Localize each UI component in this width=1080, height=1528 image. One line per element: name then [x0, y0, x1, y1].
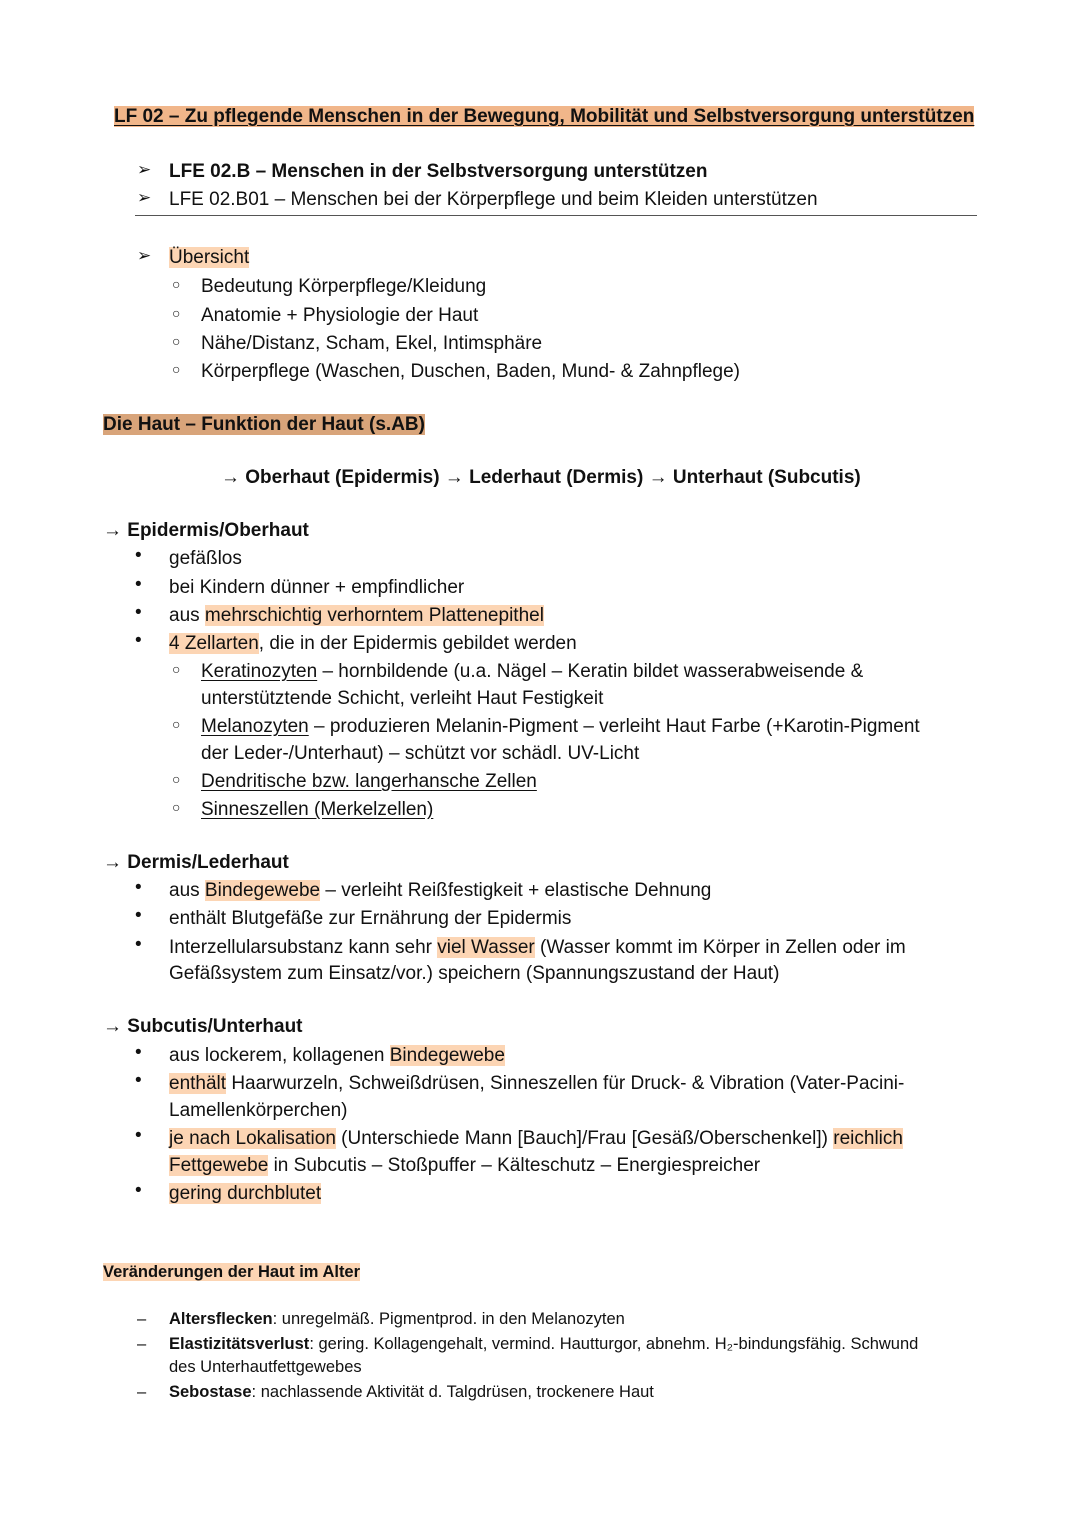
epidermis-point: [169, 630, 577, 657]
text-segment: : nachlassende Aktivität d. Talgdrüsen, trockenere Haut: [251, 1383, 654, 1401]
overview-item: Anatomie + Physiologie der Haut: [201, 305, 479, 326]
aging-item: [169, 1333, 918, 1356]
highlighted-term: viel Wasser: [437, 937, 535, 958]
subcutis-point: [169, 1125, 903, 1152]
arrow-bullet-icon: ➢: [137, 246, 152, 265]
epidermis-point: gefäßlos: [169, 548, 242, 569]
arrow-bullet-icon: ➢: [137, 160, 152, 179]
bullet-icon: •: [135, 1070, 142, 1091]
bullet-icon: •: [135, 1125, 142, 1146]
dermis-point: enthält Blutgefäße zur Ernährung der Epidermis: [169, 908, 572, 929]
text-segment: : unregelmäß. Pigmentprod. in den Melanozyten: [272, 1310, 625, 1328]
highlighted-term: je nach Lokalisation: [169, 1128, 336, 1149]
circle-bullet-icon: ○: [172, 799, 181, 815]
bold-term: Elastizitätsverlust: [169, 1335, 310, 1353]
dermis-point: [169, 877, 711, 904]
section-heading-aging: [103, 1261, 360, 1284]
section-heading-skin-text: Die Haut – Funktion der Haut (s.AB): [103, 414, 425, 435]
overview-heading: [169, 244, 249, 271]
bullet-icon: •: [135, 877, 142, 898]
dermis-heading: → Dermis/Lederhaut: [103, 852, 289, 873]
underlined-term: Keratinozyten: [201, 661, 318, 682]
cell-type-item-continuation: der Leder-/Unterhaut) – schützt vor schädl. UV-Licht: [201, 743, 640, 764]
dash-bullet-icon: –: [137, 1335, 147, 1353]
text-segment: in Subcutis – Stoßpuffer – Kälteschutz – Energiespreicher: [268, 1155, 761, 1176]
text-segment: – verleiht Reißfestigkeit + elastische Dehnung: [320, 880, 712, 901]
text-segment: Haarwurzeln, Schweißdrüsen, Sinneszellen für Druck- & Vibration (Vater-Pacini-: [226, 1073, 905, 1094]
cell-type-item: Dendritische bzw. langerhansche Zellen: [201, 771, 537, 792]
text-segment: – produzieren Melanin-Pigment – verleiht Haut Farbe (+Karotin-Pigment: [308, 716, 920, 737]
page-title: [114, 103, 974, 130]
epidermis-heading: → Epidermis/Oberhaut: [103, 520, 309, 541]
bullet-icon: •: [135, 1180, 142, 1201]
highlighted-term: Bindegewebe: [389, 1045, 505, 1066]
aging-item-continuation: des Unterhautfettgewebes: [169, 1358, 362, 1376]
overview-item: Nähe/Distanz, Scham, Ekel, Intimsphäre: [201, 333, 543, 354]
circle-bullet-icon: ○: [172, 716, 181, 732]
bold-term: Sebostase: [169, 1383, 252, 1401]
section-heading-skin: [103, 411, 425, 438]
overview-item: Bedeutung Körperpflege/Kleidung: [201, 276, 487, 297]
subcutis-point: [169, 1042, 505, 1069]
underlined-term: Melanozyten: [201, 716, 309, 737]
highlighted-term: reichlich: [833, 1128, 903, 1149]
dermis-point: [169, 934, 906, 961]
text-segment: aus: [169, 880, 205, 901]
dermis-point-continuation: Gefäßsystem zum Einsatz/vor.) speichern (Spannungszustand der Haut): [169, 963, 780, 984]
learning-unit-title: LFE 02.B – Menschen in der Selbstversorgung unterstützen: [169, 161, 708, 182]
cell-type-item: Sinneszellen (Merkelzellen): [201, 799, 434, 820]
bullet-icon: •: [135, 934, 142, 955]
text-segment: : gering. Kollagengehalt, vermind. Hautturgor, abnehm. H₂-bindungsfähig. Schwund: [309, 1335, 919, 1353]
epidermis-point: bei Kindern dünner + empfindlicher: [169, 577, 465, 598]
circle-bullet-icon: ○: [172, 361, 181, 377]
dash-bullet-icon: –: [137, 1383, 147, 1401]
learning-subunit-title: LFE 02.B01 – Menschen bei der Körperpflege und beim Kleiden unterstützen: [169, 189, 818, 210]
circle-bullet-icon: ○: [172, 661, 181, 677]
text-segment: aus: [169, 605, 205, 626]
cell-type-item-continuation: unterstütztende Schicht, verleiht Haut Festigkeit: [201, 688, 604, 709]
bullet-icon: •: [135, 602, 142, 623]
highlighted-term: Fettgewebe: [169, 1155, 269, 1176]
circle-bullet-icon: ○: [172, 333, 181, 349]
cell-type-item: [201, 713, 920, 740]
bullet-icon: •: [135, 630, 142, 651]
overview-heading-text: Übersicht: [169, 247, 250, 268]
bullet-icon: •: [135, 574, 142, 595]
bullet-icon: •: [135, 545, 142, 566]
text-segment: , die in der Epidermis gebildet werden: [258, 633, 577, 654]
subcutis-heading: → Subcutis/Unterhaut: [103, 1016, 303, 1037]
dash-bullet-icon: –: [137, 1310, 147, 1328]
aging-item: [169, 1381, 654, 1404]
arrow-bullet-icon: ➢: [137, 188, 152, 207]
text-segment: (Wasser kommt im Körper in Zellen oder im: [534, 937, 906, 958]
highlighted-term: enthält: [169, 1073, 227, 1094]
subcutis-point: [169, 1070, 904, 1097]
highlighted-term: 4 Zellarten: [169, 633, 259, 654]
highlighted-term: Bindegewebe: [204, 880, 321, 901]
subcutis-point: [169, 1180, 321, 1207]
circle-bullet-icon: ○: [172, 305, 181, 321]
text-segment: – hornbildende (u.a. Nägel – Keratin bildet wasserabweisende &: [317, 661, 864, 682]
cell-type-item: [201, 658, 863, 685]
subcutis-point-continuation: [169, 1152, 760, 1179]
text-segment: (Unterschiede Mann [Bauch]/Frau [Gesäß/Oberschenkel]): [335, 1128, 834, 1149]
text-segment: aus lockerem, kollagenen: [169, 1045, 390, 1066]
circle-bullet-icon: ○: [172, 771, 181, 787]
bullet-icon: •: [135, 905, 142, 926]
subcutis-point-continuation: Lamellenkörperchen): [169, 1100, 348, 1121]
skin-layers-sequence: → Oberhaut (Epidermis) → Lederhaut (Dermis) → Unterhaut (Subcutis): [221, 467, 861, 488]
text-segment: Interzellularsubstanz kann sehr: [169, 937, 438, 958]
page-title-text: LF 02 – Zu pflegende Menschen in der Bewegung, Mobilität und Selbstversorgung unterstützen: [114, 106, 975, 127]
bold-term: Altersflecken: [169, 1310, 273, 1328]
highlighted-term: gering durchblutet: [169, 1183, 322, 1204]
highlighted-term: mehrschichtig verhorntem Plattenepithel: [204, 605, 544, 626]
aging-item: [169, 1308, 625, 1331]
circle-bullet-icon: ○: [172, 276, 181, 292]
epidermis-point: [169, 602, 544, 629]
overview-item: Körperpflege (Waschen, Duschen, Baden, Mund- & Zahnpflege): [201, 361, 740, 382]
divider-line: [135, 215, 977, 216]
bullet-icon: •: [135, 1042, 142, 1063]
section-heading-aging-text: Veränderungen der Haut im Alter: [103, 1263, 361, 1281]
